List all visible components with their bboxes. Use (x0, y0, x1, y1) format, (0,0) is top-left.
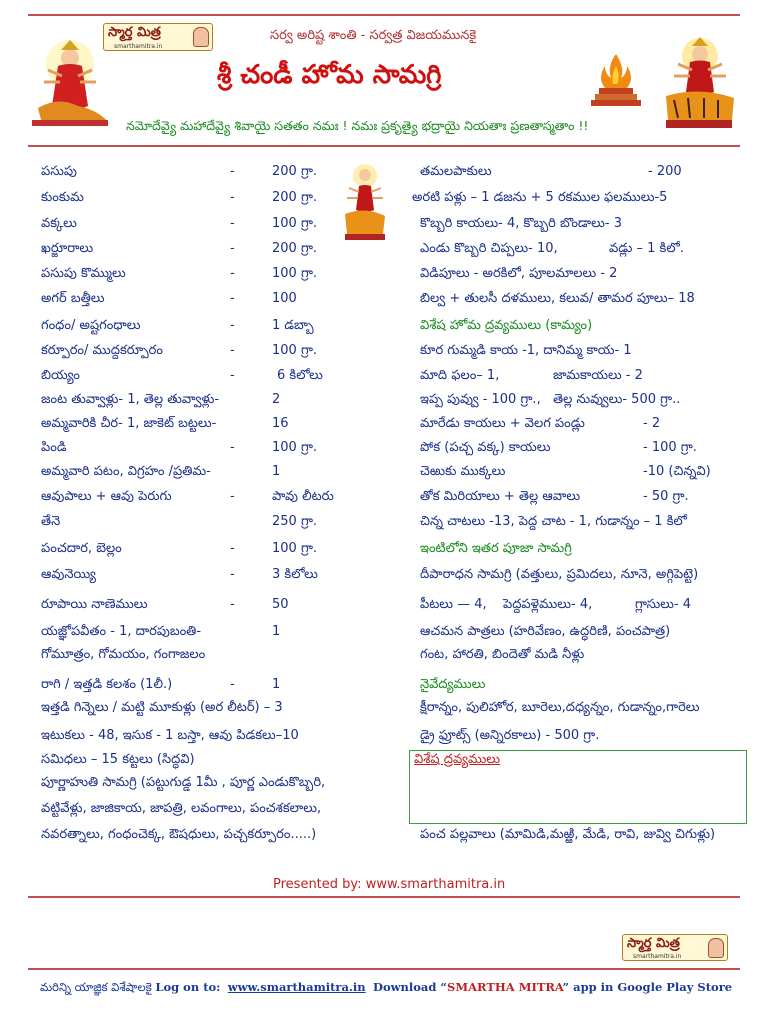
left-item-name: కుంకుమ (41, 190, 84, 205)
footer-logo-text: స్మార్త మిత్ర (627, 936, 680, 951)
left-item-name: రూపాయి నాణెములు (41, 597, 148, 612)
right-item-achamana-patralu: ఆచమన పాత్రలు (హరివేణం, ఉద్ధరిణి, పంచపాత్ర) (420, 624, 671, 639)
section-vishesha-homa-dravyamulu: విశేష హోమ ద్రవ్యములు (కామ్యం) (420, 318, 593, 333)
right-item-poka-kayalu-qty: - 100 గ్రా. (643, 440, 697, 455)
left-item-dash: - (230, 318, 235, 333)
footer-app-name[interactable]: SMARTHA MITRA (447, 980, 563, 994)
left-item-name: బియ్యం (41, 368, 80, 383)
right-item-peetalu: పీటలు — 4, (420, 597, 487, 612)
right-item-jamakayalu: జామకాయలు - 2 (553, 368, 643, 383)
left-item-samidhalu: సమిధలు – 15 కట్టలు (సిద్ధవి) (41, 752, 195, 767)
right-item-ganta-harati: గంట, హారతి, బిందెతో మడి నీళ్లు (420, 647, 585, 662)
left-item-qty: 1 (272, 464, 281, 479)
brand-logo (103, 23, 213, 51)
footer-suffix: ” app in Google Play Store (562, 980, 733, 994)
left-item-dash: - (230, 567, 235, 582)
right-item-endu-kobbari: ఎండు కొబ్బరి చిప్పలు- 10, (420, 241, 558, 256)
left-item-name: ఆవుపాలు + ఆవు పెరుగు (41, 489, 172, 504)
content-bottom-rule (28, 896, 740, 898)
right-item-madi-phalam: మాది ఫలం– 1, (420, 368, 500, 383)
right-item-tella-nuvvulu: తెల్ల నువ్వులు- 500 గ్రా.. (553, 392, 681, 407)
footer-top-rule (28, 968, 740, 970)
left-item-dash: - (230, 241, 235, 256)
left-item-itukalu: ఇటుకలు - 48, ఇసుక - 1 బస్తా, ఆవు పిడకలు–10 (41, 728, 299, 743)
right-item-kura-gummadi: కూర గుమ్మడి కాయ -1, దానిమ్మ కాయ- 1 (420, 343, 632, 358)
left-item-name: వక్కలు (41, 216, 77, 231)
left-item-name: ఖర్జూరాలు (41, 241, 94, 256)
section-naivedyamulu: నైవేద్యములు (420, 677, 486, 692)
left-item-dash: - (230, 164, 235, 179)
left-item-qty: 100 (272, 291, 297, 306)
right-item-deeparadhana: దీపారాధన సామగ్రి (వత్తులు, ప్రమిదలు, నూనె, అగ్గిపెట్టె) (420, 567, 699, 582)
right-item-aratipallu: అరటి పళ్లు – 1 డజను + 5 రకముల ఫలములు-5 (412, 190, 668, 205)
right-item-cheruku-qty: -10 (చిన్నవి) (643, 464, 711, 479)
right-item-pallemulu: పెద్దపళ్లెములు- 4, (503, 597, 593, 612)
left-item-purnahuti-line3: నవరత్నాలు, గంధంచెక్క, ఔషధులు, పచ్చకర్పూరం.....) (41, 827, 317, 842)
footer-line (40, 980, 732, 997)
left-item-name: కర్పూరం/ ముద్దకర్పూరం (41, 343, 163, 358)
left-item-dash: - (230, 597, 235, 612)
left-item-qty: 1 (272, 624, 281, 639)
right-item-chatalu: చిన్న చాటలు -13, పెద్ద చాట - 1, గుడాన్నం – 1 కిలో (420, 514, 687, 529)
right-item-toka-miriyalu-qty: - 50 గ్రా. (643, 489, 689, 504)
left-item-kalasham-qty: 1 (272, 677, 281, 692)
left-item-qty: 2 (272, 392, 281, 407)
header-mantra: నమోదేవ్యై మహాదేవ్యై శివాయై సతతం నమః ! నమః ప్రకృత్యై భద్రాయై నియతాః ప్రణతాస్మతాం !! (126, 118, 589, 133)
left-item-qty: 16 (272, 416, 289, 431)
left-item-ginnelu: ఇత్తడి గిన్నెలు / మట్టి మూకుళ్లు (అర లీటర్) – 3 (41, 700, 283, 715)
left-item-name: తేనె (41, 514, 61, 529)
right-item-ksheerannam: క్షీరాన్నం, పులిహోర, బూరెలు,దధ్యన్నం, గుడాన్నం,గారెలు (420, 700, 700, 715)
left-item-dash: - (230, 489, 235, 504)
left-item-gomutram: గోమూత్రం, గోమయం, గంగాజలం (41, 647, 206, 662)
header-tagline: సర్వ అరిష్ట శాంతి - సర్వత్ర విజయమునకై (270, 28, 477, 43)
right-item-ippa-puvvu: ఇప్ప పువ్వు - 100 గ్రా., (420, 392, 541, 407)
page-title: శ్రీ చండీ హోమ సామగ్రి (217, 60, 442, 90)
left-item-name: పసుపు (41, 164, 77, 179)
right-item-dry-fruits: డ్రై ఫ్రూట్స్ (అన్నిరకాలు) - 500 గ్రా. (420, 728, 600, 743)
top-rule (28, 14, 740, 16)
left-item-dash: - (230, 440, 235, 455)
left-item-qty: 100 గ్రా. (272, 440, 318, 455)
left-item-name: యజ్ఞోపవీతం - 1, దారపుబంతి- (41, 624, 202, 639)
footer-prefix: మరిన్ని యాజ్ఞిక విశేషాలకై (40, 980, 152, 994)
left-item-qty: 100 గ్రా. (272, 216, 318, 231)
right-item-maredu-qty: - 2 (643, 416, 661, 431)
right-item-glasulu: గ్లాసులు- 4 (635, 597, 692, 612)
left-item-qty: 100 గ్రా. (272, 343, 318, 358)
logo-text: స్మార్త మిత్ర (108, 25, 161, 40)
left-item-dash: - (230, 216, 235, 231)
vishesha-dravyamulu-box (409, 750, 747, 824)
left-item-qty: 3 కిలోలు (272, 567, 318, 582)
left-item-dash: - (230, 343, 235, 358)
footer-priest-figure-icon (708, 938, 724, 958)
right-item-tamalapakulu-qty: - 200 (648, 164, 682, 179)
left-item-name: జంట తువ్వాళ్లు- 1, తెల్ల తువ్వాళ్లు- (41, 392, 220, 407)
homa-kundam-fire-icon (591, 48, 641, 106)
left-item-name: పిండి (41, 440, 67, 455)
left-item-purnahuti-line1: పూర్ణాహుతి సామగ్రి (పట్టుగుడ్డ 1మీ , పూర్ణ ఎండుకొబ్బరి, (41, 775, 326, 790)
right-item-vadlu: వడ్లు – 1 కిలో. (609, 241, 684, 256)
goddess-durga-image-left (28, 36, 112, 128)
right-item-tamalapakulu: తమలపాకులు (420, 164, 492, 179)
left-item-qty: 50 (272, 597, 289, 612)
header-bottom-rule (28, 145, 740, 147)
left-item-purnahuti-line2: వట్టివేళ్లు, జాజికాయ, జాపత్రి, లవంగాలు, పంచశకలాలు, (41, 801, 322, 816)
right-item-cheruku: చెఱుకు ముక్కలు (420, 464, 506, 479)
right-item-poka-kayalu: పోక (పచ్చ వక్క) కాయలు (420, 440, 551, 455)
left-item-dash: - (230, 541, 235, 556)
left-item-qty: 250 గ్రా. (272, 514, 318, 529)
left-item-dash: - (230, 266, 235, 281)
presented-by-label: Presented by: (273, 877, 362, 892)
left-item-name: అగర్ బత్తీలు (41, 291, 105, 306)
goddess-durga-image-center (343, 162, 387, 242)
left-item-qty: 1 డబ్బా (272, 318, 314, 333)
section-intiloni-pooja-samagri: ఇంటిలోని ఇతర పూజా సామగ్రి (420, 541, 572, 556)
left-item-dash: - (230, 291, 235, 306)
left-item-name: అమ్మవారి పటం, విగ్రహం /ప్రతిమ- (41, 464, 211, 479)
right-item-pancha-pallavalu: పంచ పల్లవాలు (మామిడి,మఱ్ఱి, మేడి, రావి, జువ్వి చిగుళ్లు) (420, 827, 716, 842)
left-item-qty: 200 గ్రా. (272, 190, 318, 205)
goddess-durga-on-tiger-image-right (660, 34, 738, 132)
left-item-dash: - (230, 368, 235, 383)
left-item-name: గంధం/ అష్టగంధాలు (41, 318, 141, 333)
left-item-dash: - (230, 190, 235, 205)
left-item-kalasham: రాగి / ఇత్తడి కలశం (1లీ.) (41, 677, 173, 692)
right-item-kobbari-kayalu: కొబ్బరి కాయలు- 4, కొబ్బరి బొండాలు- 3 (420, 216, 622, 231)
vishesha-dravyamulu-heading: విశేష ద్రవ్యములు (414, 752, 500, 767)
priest-figure-icon (193, 27, 209, 47)
left-item-name: ఆవునెయ్యి (41, 567, 97, 582)
left-item-qty: 200 గ్రా. (272, 164, 318, 179)
right-item-vidipulu: విడిపూలు - అరకిలో, పూలమాలలు - 2 (420, 266, 618, 281)
left-item-kalasham-dash: - (230, 677, 235, 692)
presented-by (273, 877, 505, 892)
footer-site-link[interactable]: www.smarthamitra.in (227, 980, 366, 994)
left-item-qty: 100 గ్రా. (272, 266, 318, 281)
right-item-toka-miriyalu: తోక మిరియాలు + తెల్ల ఆవాలు (420, 489, 581, 504)
left-item-qty: 100 గ్రా. (272, 541, 318, 556)
left-item-name: అమ్మవారికి చీర- 1, జాకెట్ బట్టలు- (41, 416, 217, 431)
right-item-maredu: మారేడు కాయలు + వెలగ పండ్లు (420, 416, 585, 431)
presented-by-link[interactable]: www.smarthamitra.in (365, 877, 506, 892)
footer-download: Download “ (372, 980, 448, 994)
left-item-qty: 200 గ్రా. (272, 241, 318, 256)
footer-brand-logo (622, 934, 728, 961)
right-item-bilva-tulasi: బిల్వ + తులసీ దళములు, కలువ/ తామర పూలు– 18 (420, 291, 695, 306)
footer-logon: Log on to: (155, 980, 221, 994)
left-item-qty: 6 కిలోలు (277, 368, 323, 383)
left-item-name: పసుపు కొమ్ములు (41, 266, 126, 281)
left-item-name: పంచదార, బెల్లం (41, 541, 122, 556)
logo-subtext: smarthamitra.in (114, 43, 163, 50)
footer-logo-subtext: smarthamitra.in (633, 953, 682, 960)
left-item-qty: పావు లీటరు (272, 489, 334, 504)
